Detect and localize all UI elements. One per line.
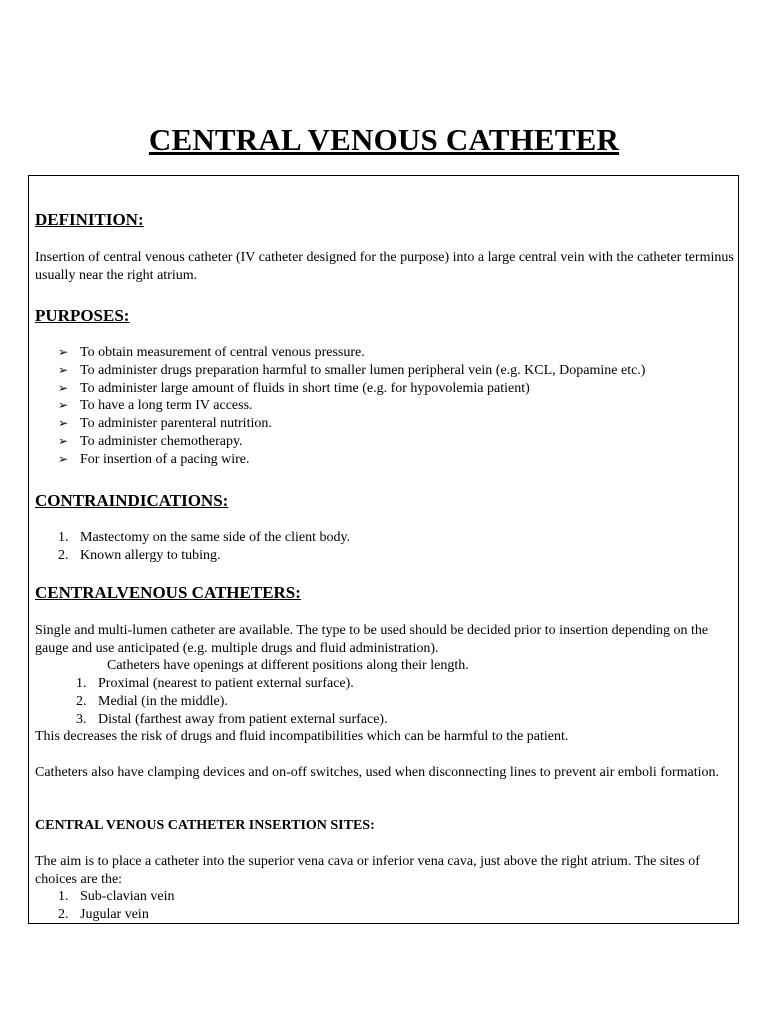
list-item <box>58 906 174 924</box>
arrowhead-bullet-icon: ➢ <box>58 433 69 448</box>
list-item-number: 3. <box>76 711 87 727</box>
list-item-number: 1. <box>58 530 69 545</box>
page-title: CENTRAL VENOUS CATHETER <box>148 122 620 157</box>
catheters-heading: CENTRALVENOUS CATHETERS: <box>35 583 301 602</box>
list-item-number: 2. <box>58 547 69 563</box>
list-item-text: Medial (in the middle). <box>98 693 228 709</box>
arrowhead-bullet-icon: ➢ <box>58 380 69 395</box>
list-item <box>58 397 645 415</box>
positions-list <box>76 675 388 728</box>
list-item <box>76 711 388 729</box>
list-item <box>58 362 645 380</box>
sites-list <box>58 888 174 924</box>
list-item <box>76 693 388 711</box>
list-item-text: To administer large amount of fluids in short time (e.g. for hypovolemia patient) <box>80 380 530 396</box>
list-item-text: To have a long term IV access. <box>80 398 253 414</box>
arrowhead-bullet-icon: ➢ <box>58 345 69 359</box>
list-item <box>58 451 645 469</box>
list-item <box>58 380 645 398</box>
definition-text: Insertion of central venous catheter (IV catheter designed for the purpose) into a large central vein with the catheter terminus usually near the right atrium. <box>35 250 734 283</box>
arrowhead-bullet-icon: ➢ <box>58 362 69 377</box>
list-item <box>58 888 174 906</box>
catheters-intro: Single and multi-lumen catheter are available. The type to be used should be decided prior to insertion depending on the gauge and use anticipated (e.g. multiple drugs and fluid administration). <box>35 623 709 656</box>
purposes-list <box>58 344 645 469</box>
arrowhead-bullet-icon: ➢ <box>58 398 69 413</box>
sites-text: The aim is to place a catheter into the superior vena cava or inferior vena cava, just above the right atrium. The sites of choices are the: <box>35 854 700 887</box>
list-item-text: To administer chemotherapy. <box>80 433 243 449</box>
sites-heading: CENTRAL VENOUS CATHETER INSERTION SITES: <box>35 818 375 833</box>
catheters-risk: This decreases the risk of drugs and fluid incompatibilities which can be harmful to the patient. <box>35 729 569 744</box>
list-item-text: To administer drugs preparation harmful to smaller lumen peripheral vein (e.g. KCL, Dopamine etc.) <box>80 362 646 378</box>
list-item <box>58 547 350 565</box>
list-item <box>58 344 645 362</box>
list-item-text: To obtain measurement of central venous pressure. <box>80 345 365 360</box>
list-item-text: Sub-clavian vein <box>80 889 175 904</box>
list-item-text: Known allergy to tubing. <box>80 547 221 563</box>
list-item-text: Distal (farthest away from patient external surface). <box>98 711 388 727</box>
list-item <box>58 433 645 451</box>
arrowhead-bullet-icon: ➢ <box>58 451 69 466</box>
list-item-text: Proximal (nearest to patient external surface). <box>98 676 354 691</box>
definition-heading: DEFINITION: <box>35 210 144 229</box>
list-item-text: For insertion of a pacing wire. <box>80 451 250 467</box>
list-item-text: To administer parenteral nutrition. <box>80 416 272 432</box>
list-item-number: 2. <box>76 693 87 709</box>
list-item-text: Jugular vein <box>80 906 149 922</box>
purposes-heading: PURPOSES: <box>35 306 130 325</box>
contraindications-heading: CONTRAINDICATIONS: <box>35 491 229 510</box>
list-item <box>58 529 350 547</box>
list-item <box>58 415 645 433</box>
catheters-clamping: Catheters also have clamping devices and on-off switches, used when disconnecting lines to prevent air emboli formation. <box>35 765 719 780</box>
list-item-number: 1. <box>76 676 87 691</box>
contraindications-list <box>58 529 350 565</box>
list-item-number: 1. <box>58 889 69 904</box>
list-item-number: 2. <box>58 906 69 922</box>
arrowhead-bullet-icon: ➢ <box>58 416 69 431</box>
list-item <box>76 675 388 693</box>
list-item-text: Mastectomy on the same side of the client body. <box>80 530 351 545</box>
catheters-openings: Catheters have openings at different positions along their length. <box>107 658 469 673</box>
